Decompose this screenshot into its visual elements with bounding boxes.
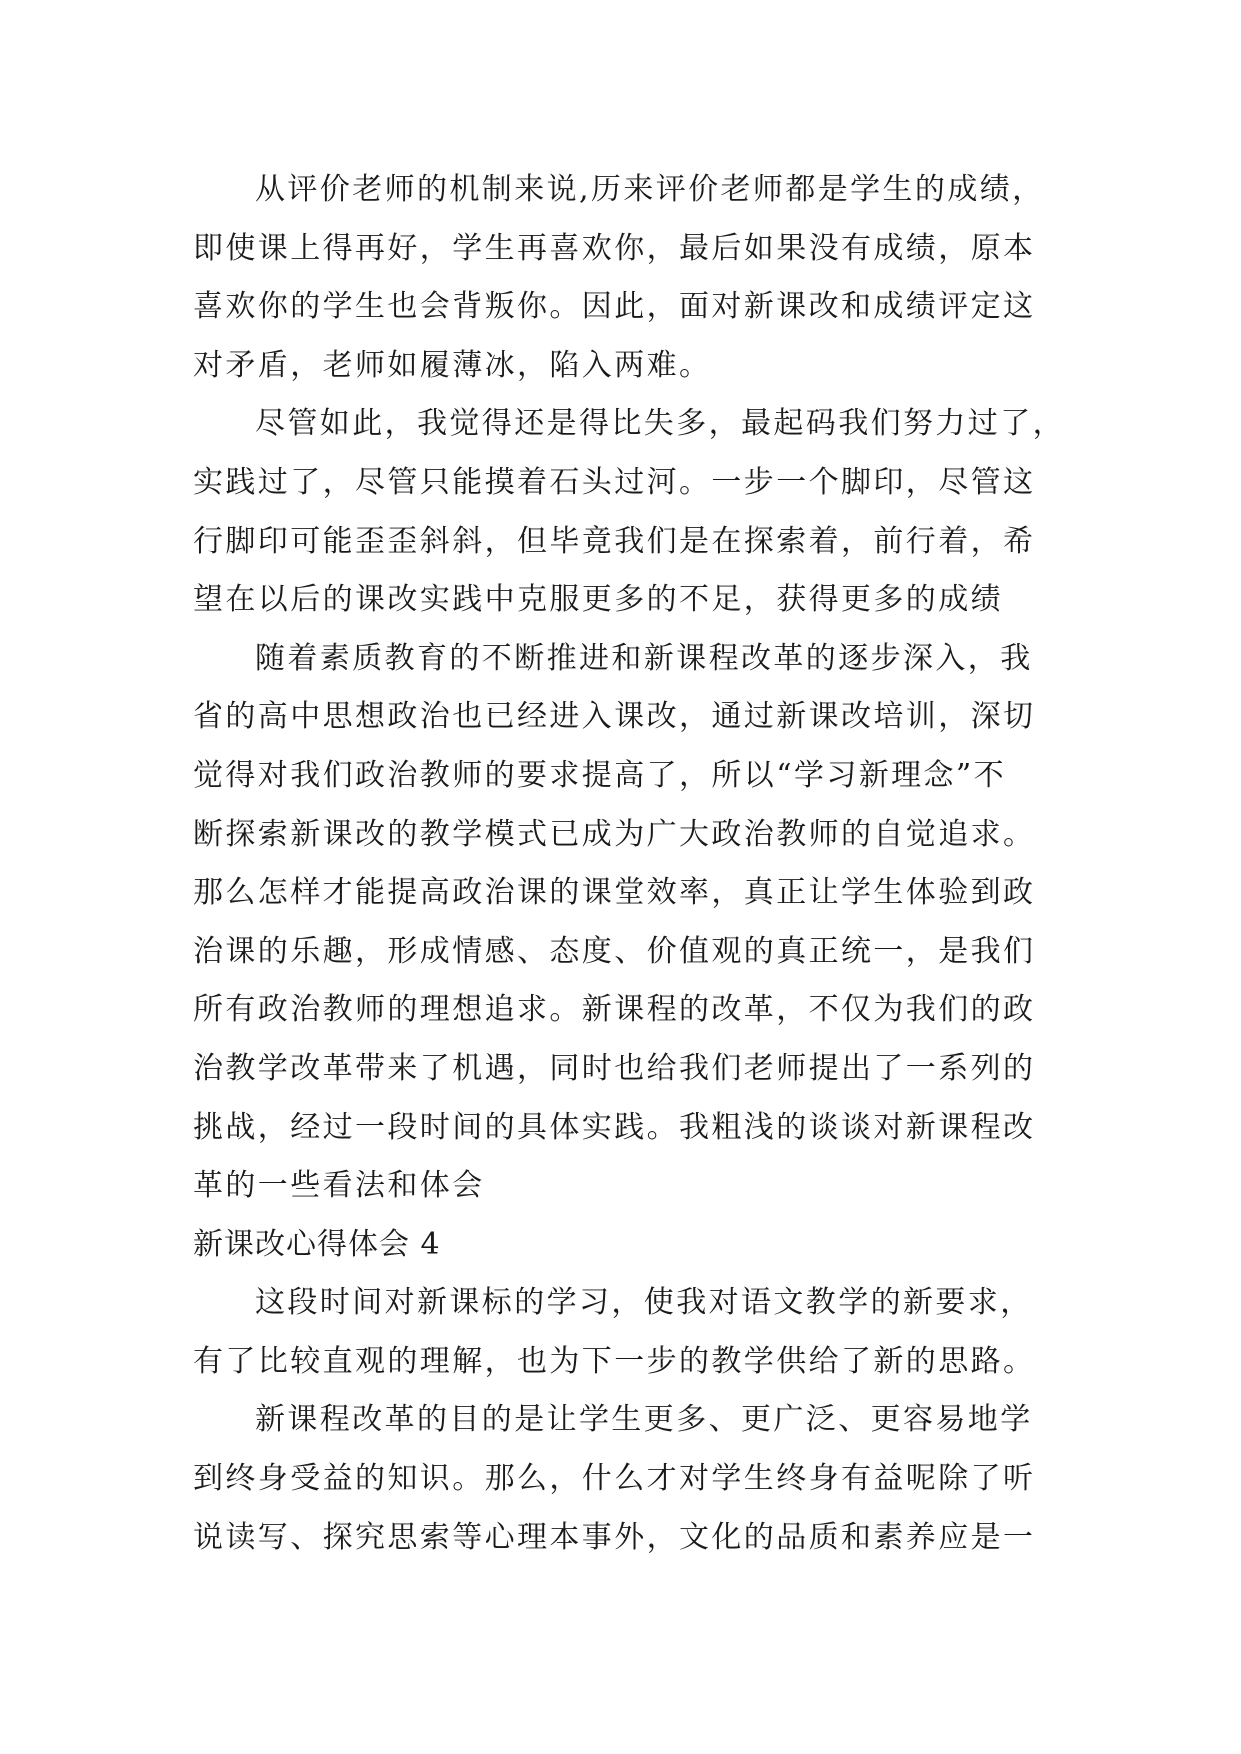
text-line: 新课程改革的目的是让学生更多、更广泛、更容易地学	[255, 1402, 1033, 1438]
text-line: 说读写、探究思索等心理本事外，文化的品质和素养应是一	[193, 1519, 1036, 1555]
text-line: 到终身受益的知识。那么，什么才对学生终身有益呢除了听	[193, 1461, 1036, 1497]
text-line: 所有政治教师的理想追求。新课程的改革，不仅为我们的政	[193, 992, 1036, 1028]
text-line: 觉得对我们政治教师的要求提高了，所以“学习新理念”不	[193, 757, 1007, 793]
text-line: 行脚印可能歪歪斜斜，但毕竟我们是在探索着，前行着，希	[193, 523, 1036, 559]
document-body	[193, 161, 1073, 1567]
text-line: 断探索新课改的教学模式已成为广大政治教师的自觉追求。	[193, 816, 1036, 852]
text-line: 从评价老师的机制来说,历来评价老师都是学生的成绩，	[255, 172, 1045, 207]
text-line: 挑战，经过一段时间的具体实践。我粗浅的谈谈对新课程改	[193, 1109, 1036, 1145]
text-line: 喜欢你的学生也会背叛你。因此，面对新课改和成绩评定这	[193, 289, 1036, 325]
text-line: 治课的乐趣，形成情感、态度、价值观的真正统一，是我们	[193, 933, 1036, 969]
text-line: 那么怎样才能提高政治课的课堂效率，真正让学生体验到政	[193, 875, 1036, 911]
text-line: 尽管如此，我觉得还是得比失多，最起码我们努力过了，	[255, 406, 1065, 442]
text-line: 随着素质教育的不断推进和新课程改革的逐步深入，我	[255, 640, 1033, 676]
text-line: 有了比较直观的理解，也为下一步的教学供给了新的思路。	[193, 1343, 1036, 1379]
text-line: 即使课上得再好，学生再喜欢你，最后如果没有成绩，原本	[193, 230, 1036, 266]
text-line: 对矛盾，老师如履薄冰，陷入两难。	[193, 347, 712, 383]
text-line: 省的高中思想政治也已经进入课改，通过新课改培训，深切	[193, 699, 1036, 735]
text-line: 治教学改革带来了机遇，同时也给我们老师提出了一系列的	[193, 1050, 1036, 1086]
text-line: 实践过了，尽管只能摸着石头过河。一步一个脚印，尽管这	[193, 464, 1036, 500]
text-line: 这段时间对新课标的学习，使我对语文教学的新要求，	[255, 1285, 1033, 1321]
text-line: 望在以后的课改实践中克服更多的不足，获得更多的成绩	[193, 582, 1003, 618]
text-line: 革的一些看法和体会	[193, 1168, 485, 1204]
section-heading: 新课改心得体会 4	[193, 1226, 441, 1262]
